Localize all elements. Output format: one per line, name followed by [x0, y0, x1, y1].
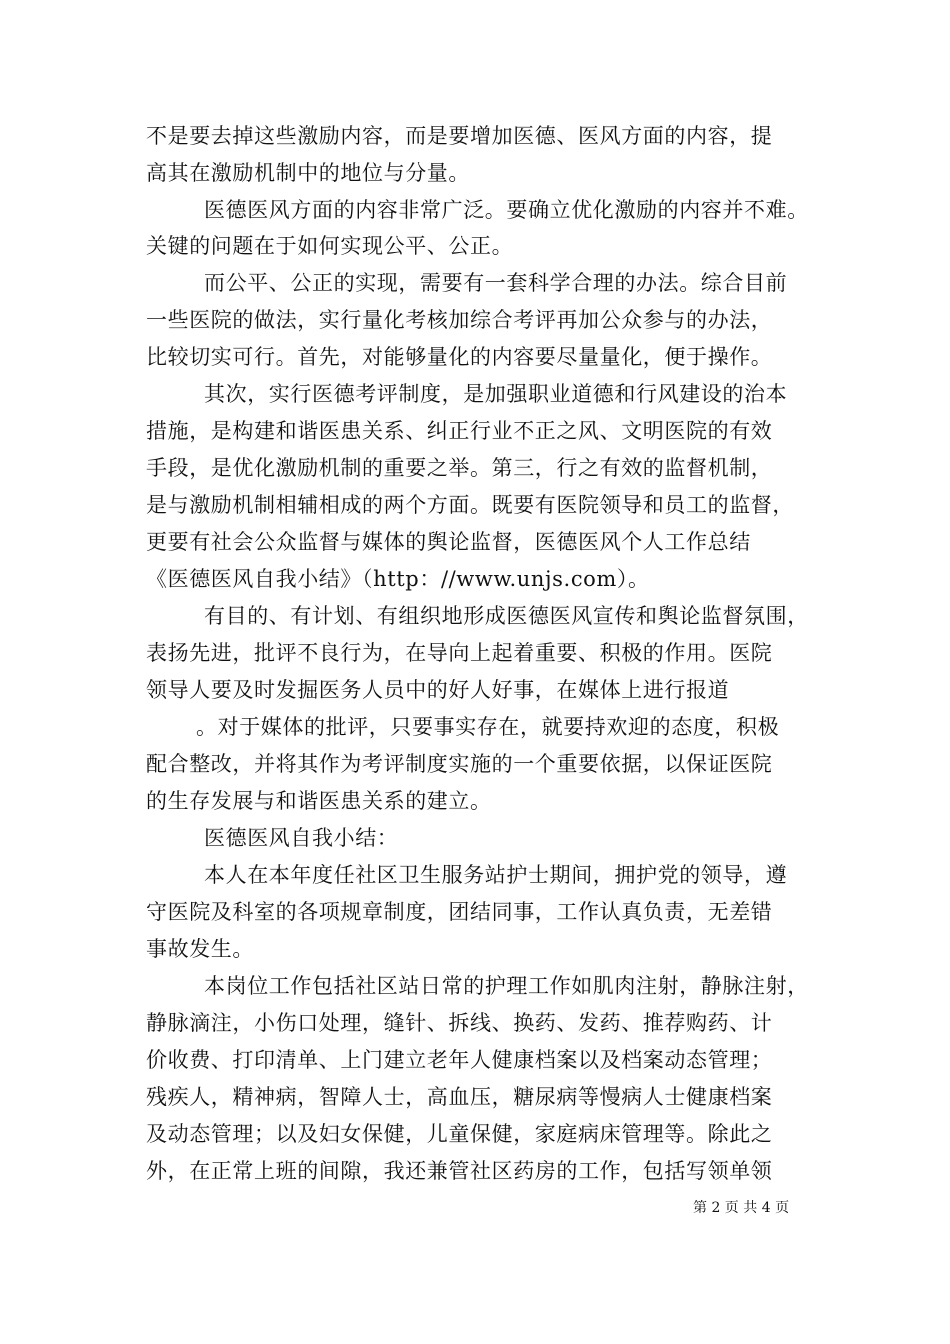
text-line: 医德医风方面的内容非常广泛。要确立优化激励的内容并不难。	[204, 198, 809, 222]
text-line: 有目的、有计划、有组织地形成医德医风宣传和舆论监督氛围，	[204, 604, 809, 628]
text-line: 医德医风自我小结：	[204, 826, 399, 850]
text-line: 守医院及科室的各项规章制度，团结同事，工作认真负责，无差错	[146, 900, 773, 924]
text-line: 的生存发展与和谐医患关系的建立。	[146, 789, 492, 813]
text-line: 而公平、公正的实现，需要有一套科学合理的办法。综合目前	[204, 271, 788, 295]
text-line: 价收费、打印清单、上门建立老年人健康档案以及档案动态管理；	[146, 1048, 773, 1072]
text-line: 其次，实行医德考评制度，是加强职业道德和行风建设的治本	[204, 382, 788, 406]
text-line: 一些医院的做法，实行量化考核加综合考评再加公众参与的办法，	[146, 308, 773, 332]
text-line: 外，在正常上班的间隙，我还兼管社区药房的工作，包括写领单领	[146, 1159, 773, 1183]
text-line: 更要有社会公众监督与媒体的舆论监督，医德医风个人工作总结	[146, 530, 751, 554]
text-line: 关键的问题在于如何实现公平、公正。	[146, 234, 514, 258]
text-line: 及动态管理；以及妇女保健，儿童保健，家庭病床管理等。除此之	[146, 1122, 773, 1146]
text-line: 静脉滴注，小伤口处理，缝针、拆线、换药、发药、推荐购药、计	[146, 1011, 773, 1035]
text-line: 残疾人，精神病，智障人士，高血压，糖尿病等慢病人士健康档案	[146, 1085, 773, 1109]
text-line: 手段，是优化激励机制的重要之举。第三，行之有效的监督机制，	[146, 456, 773, 480]
text-line: 领导人要及时发掘医务人员中的好人好事，在媒体上进行报道	[146, 678, 730, 702]
text-line: 措施，是构建和谐医患关系、纠正行业不正之风、文明医院的有效	[146, 419, 773, 443]
text-line: 是与激励机制相辅相成的两个方面。既要有医院领导和员工的监督，	[146, 493, 794, 517]
text-line: 比较切实可行。首先，对能够量化的内容要尽量量化，便于操作。	[146, 345, 773, 369]
text-line: 高其在激励机制中的地位与分量。	[146, 161, 470, 185]
page-number: 第 2 页 共 4 页	[693, 1200, 790, 1216]
text-line: 。对于媒体的批评，只要事实存在，就要持欢迎的态度，积极	[196, 715, 780, 739]
text-line: 表扬先进，批评不良行为，在导向上起着重要、积极的作用。医院	[146, 641, 773, 665]
text-line: 事故发生。	[146, 937, 254, 961]
text-line: 不是要去掉这些激励内容，而是要增加医德、医风方面的内容，提	[146, 124, 773, 148]
text-line: 本人在本年度任社区卫生服务站护士期间，拥护党的领导，遵	[204, 863, 788, 887]
text-line: 本岗位工作包括社区站日常的护理工作如肌肉注射，静脉注射，	[204, 974, 809, 998]
text-line: 配合整改，并将其作为考评制度实施的一个重要依据，以保证医院	[146, 752, 773, 776]
text-line: 《医德医风自我小结》（http：//www.unjs.com）。	[146, 567, 650, 591]
